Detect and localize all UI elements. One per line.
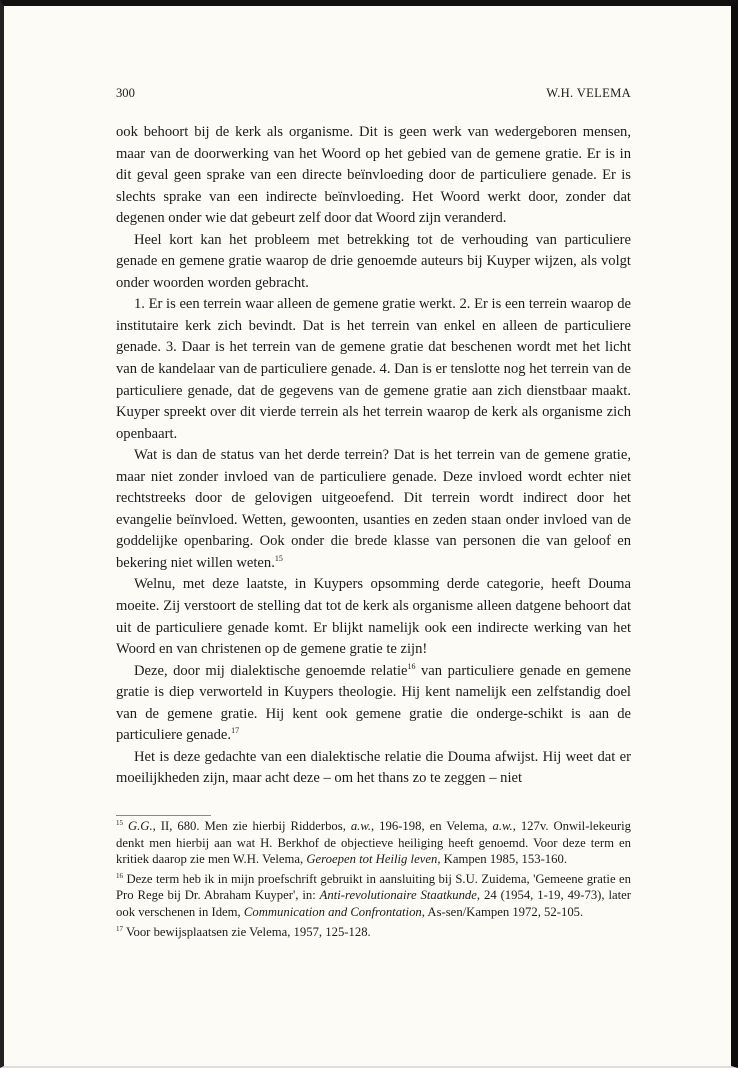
footnote-divider: [116, 815, 211, 816]
footnote-16-part-5: , As-sen/Kampen 1972, 52-105.: [421, 904, 584, 919]
footnote-ref-17[interactable]: 17: [231, 726, 240, 736]
footnote-15-part-6: , 127v. Onwil-lekeurig denkt men hierbij aan wat H. Berkhof de objectieve heiliging heeft genoemd. Voor deze term en kritiek daarop zie men W.H. Velema,: [116, 819, 632, 867]
footnote-number-16: 16: [116, 871, 123, 880]
footnote-16: [116, 871, 631, 921]
footnote-16-part-2: Anti-revolutionaire Staatkunde: [319, 888, 477, 903]
footnote-17: [116, 924, 631, 941]
footnote-16-part-3: , 24 (1954, 1-19, 49-73), later ook verschenen in Idem,: [116, 888, 631, 919]
running-head-author: W.H. VELEMA: [546, 86, 631, 100]
footnote-16-part-1: Deze term heb ik in mijn proefschrift gebruikt in aansluiting bij S.U. Zuidema, 'Gemeene gratie en Pro Rege bij Dr. Abraham Kuyper', in:: [116, 871, 632, 903]
paragraph-6-text-a: Deze, door mij dialektische genoemde relatie: [134, 662, 408, 679]
paragraph-1: ook behoort bij de kerk als organisme. Dit is geen werk van wedergeboren mensen, maar van de doorwerking van het Woord op het gebied van de gemene gratie. Er is in dit geval geen sprake van een directe beïnvloeding door de particuliere genade. Er is slechts sprake van een indirecte beïnvloeding. Het Woord werkt door, zonder dat degenen onder wie dat gebeurt zelf door dat Woord zijn veranderd.: [116, 124, 631, 227]
paragraph-4-text: Wat is dan de status van het derde terrein? Dat is het terrein van de gemene gratie, maar niet zonder invloed van de particuliere genade. Deze invloed wordt echter niet rechtstreeks door de gelovigen uitgeoefend. Dit terrein wordt indirect door het evangelie beïnvloed. Wetten, gewoonten, usanties en zeden staan onder invloed van de goddelijke openbaring. Ook onder die brede klasse van personen die van geloof en bekering niet willen weten.: [116, 447, 631, 571]
paragraph-6-text-b: van particuliere genade en gemene gratie is diep verworteld in Kuypers theologie. Hij kent namelijk een zelfstandig doel van de gemene gratie. Hij kent ook gemene gratie die onderge-schikt is aan de particuliere genade.: [116, 662, 631, 744]
paragraph-5: Welnu, met deze laatste, in Kuypers opsomming derde categorie, heeft Douma moeite. Zij verstoort de stelling dat tot de kerk als organisme alleen datgene behoort dat uit de particuliere genade komt. Er blijkt namelijk ook een indirecte werking van het Woord en van christenen op de gemene gratie te zijn!: [116, 576, 631, 658]
paragraph-2: Heel kort kan het probleem met betrekking tot de verhouding van particuliere genade en gemene gratie waarop de drie genoemde auteurs bij Kuyper wijzen, als volgt onder woorden worden gebracht.: [116, 231, 631, 291]
footnote-17-part-1: Voor bewijsplaatsen zie Velema, 1957, 125-128.: [125, 924, 371, 939]
footnotes: [116, 818, 631, 943]
footnote-15-part-2: , II, 680. Men zie hierbij Ridderbos,: [152, 819, 351, 833]
paragraph-7: Het is deze gedachte van een dialektische relatie die Douma afwijst. Hij weet dat er moeilijkheden zijn, maar acht deze – om het thans zo te zeggen – niet: [116, 748, 631, 787]
footnote-number-15: 15: [116, 819, 123, 827]
footnote-ref-15[interactable]: 15: [274, 553, 283, 563]
footnote-ref-16[interactable]: 16: [407, 661, 416, 671]
footnote-number-17: 17: [116, 924, 123, 933]
page-number: 300: [116, 86, 135, 100]
footnote-15-part-7: Geroepen tot Heilig leven,: [306, 852, 441, 867]
footnote-15-part-4: , 196-198, en Velema,: [371, 819, 493, 833]
paragraph-3: 1. Er is een terrein waar alleen de gemene gratie werkt. 2. Er is een terrein waarop de institutaire kerk zich bevindt. Dat is het terrein van enkel en alleen de particuliere genade. 3. Daar is het terrein van de gemene gratie dat beschenen wordt met het licht van de kandelaar van de particuliere genade. 4. Dan is er tenslotte nog het terrein van de particuliere genade, dat de gegevens van de gemene gratie aan zich dienstbaar maakt. Kuyper spreekt over dit vierde terrein als het terrein waarop de kerk als organisme zich openbaart.: [116, 296, 631, 442]
footnote-15-part-3: a.w.: [350, 819, 372, 833]
main-text: [116, 122, 631, 790]
footnote-16-part-4: Communication and Confrontation: [243, 904, 422, 919]
paragraph-6: [116, 661, 631, 747]
footnote-15-part-5: a.w.: [492, 819, 513, 833]
footnote-15-part-8: Kampen 1985, 153-160.: [440, 852, 568, 867]
paragraph-4: [116, 445, 631, 574]
footnote-15-part-1: G.G.: [127, 819, 153, 833]
footnote-15: [116, 818, 631, 868]
